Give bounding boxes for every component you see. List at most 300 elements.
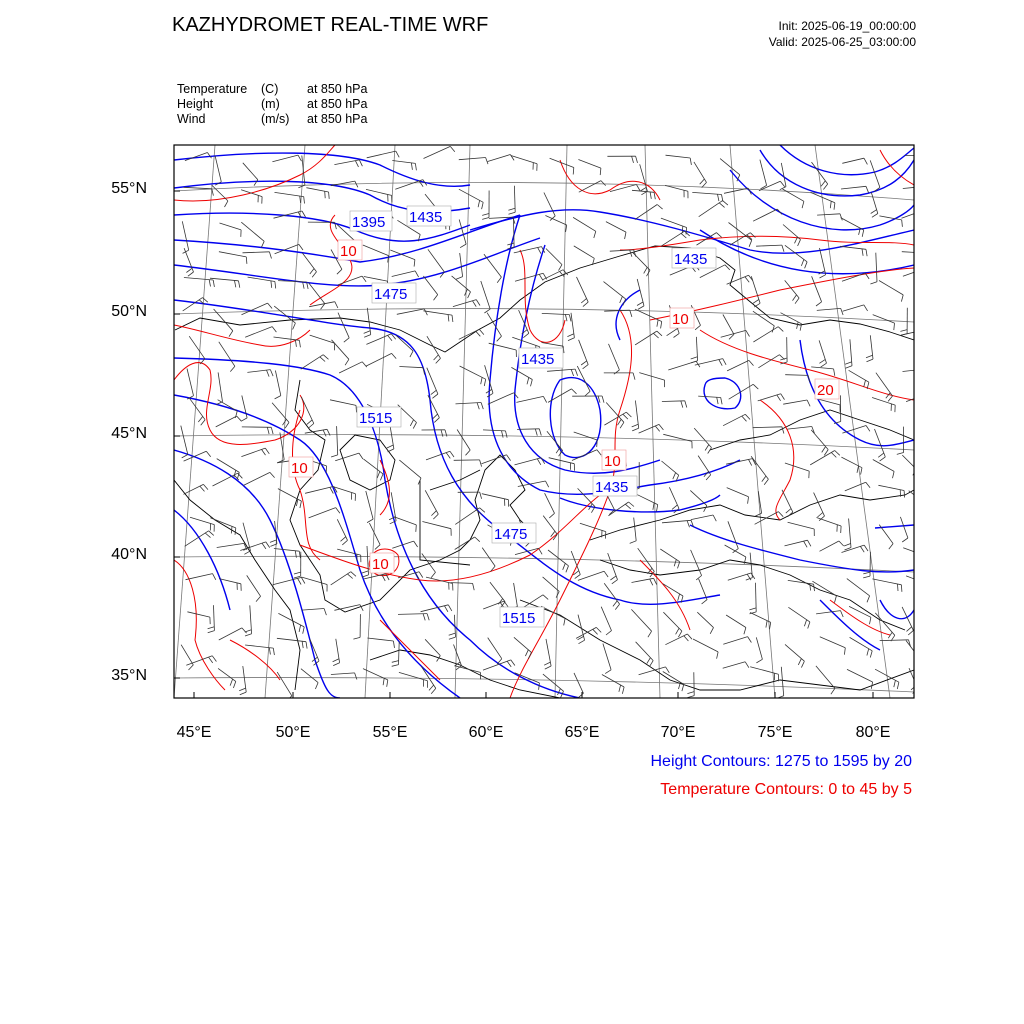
wind-barb bbox=[272, 155, 298, 162]
wind-barb-flag bbox=[749, 240, 752, 247]
wind-barb-flag bbox=[596, 627, 601, 632]
wind-barb-flag bbox=[632, 424, 639, 427]
wind-barb-flag bbox=[367, 519, 373, 523]
wind-barb-flag bbox=[362, 575, 369, 577]
wind-barb-flag bbox=[392, 353, 397, 358]
wind-barb bbox=[879, 281, 903, 295]
wind-barb-flag bbox=[209, 531, 214, 536]
wind-barb bbox=[512, 337, 539, 347]
wind-barb bbox=[455, 537, 475, 550]
wind-barb bbox=[578, 160, 601, 169]
wind-barb-flag bbox=[270, 540, 277, 543]
wind-barb-flag bbox=[650, 579, 653, 585]
height-label bbox=[500, 607, 544, 627]
wind-barb-flag bbox=[315, 683, 318, 689]
wind-barb-flag bbox=[672, 505, 677, 510]
wind-barb-flag bbox=[270, 370, 273, 377]
wind-barb-flag bbox=[230, 366, 235, 371]
wind-barb-flag bbox=[388, 449, 394, 452]
wind-barb-flag bbox=[206, 451, 210, 457]
wind-barb-flag bbox=[719, 203, 724, 208]
wind-barb-flag bbox=[482, 214, 489, 216]
wind-barb-flag bbox=[781, 394, 785, 400]
wind-barb-flag bbox=[619, 685, 621, 692]
wind-barb-flag bbox=[205, 533, 210, 538]
wind-barb-flag bbox=[700, 179, 705, 184]
wind-barb bbox=[723, 662, 746, 669]
wind-barb-flag bbox=[924, 555, 925, 562]
wind-barb-flag bbox=[878, 453, 884, 457]
wind-barb bbox=[603, 644, 611, 670]
wind-barb-flag bbox=[573, 168, 574, 175]
wind-barb-flag bbox=[543, 396, 546, 402]
wind-barb bbox=[730, 233, 750, 245]
wind-barb-flag bbox=[356, 405, 357, 412]
wind-barb bbox=[488, 155, 511, 162]
wind-barb-flag bbox=[507, 455, 511, 461]
wind-barb bbox=[302, 253, 316, 272]
wind-barb bbox=[662, 461, 679, 475]
wind-barb-flag bbox=[466, 450, 471, 455]
wind-barb-flag bbox=[353, 637, 360, 639]
wind-barb-flag bbox=[704, 506, 707, 512]
wind-barb-flag bbox=[209, 280, 210, 287]
wind-barb-flag bbox=[786, 509, 791, 514]
lat-label: 50°N bbox=[111, 303, 147, 320]
wind-barb bbox=[392, 271, 416, 277]
wind-barb bbox=[639, 373, 664, 381]
svg-text:10: 10 bbox=[372, 556, 389, 573]
wind-barb bbox=[301, 577, 327, 585]
wind-barb-flag bbox=[632, 428, 639, 431]
wind-barb bbox=[909, 491, 927, 504]
wind-barb-flag bbox=[908, 630, 913, 635]
wind-barb bbox=[609, 344, 620, 370]
wind-barb-flag bbox=[434, 418, 439, 423]
wind-barb-flag bbox=[304, 197, 305, 204]
wind-barb-flag bbox=[762, 476, 766, 482]
wind-barb bbox=[541, 606, 565, 618]
wind-barb bbox=[181, 645, 193, 665]
lat-label: 40°N bbox=[111, 546, 147, 563]
wind-barb-flag bbox=[615, 604, 619, 610]
wind-barb bbox=[395, 180, 423, 190]
wind-barb-flag bbox=[754, 303, 760, 307]
wind-barb-flag bbox=[431, 390, 437, 394]
wind-barb-flag bbox=[351, 572, 356, 577]
wind-barb-flag bbox=[690, 158, 691, 165]
wind-barb-flag bbox=[525, 650, 528, 656]
wind-barb-flag bbox=[510, 155, 514, 161]
wind-barb-flag bbox=[897, 682, 899, 689]
wind-barb bbox=[693, 639, 718, 652]
wind-barb-flag bbox=[901, 585, 902, 592]
temperature-legend: Temperature Contours: 0 to 45 by 5 bbox=[660, 781, 912, 798]
wind-barb-flag bbox=[537, 459, 541, 465]
wind-barb bbox=[451, 583, 473, 584]
wind-barb-flag bbox=[275, 396, 281, 399]
wind-barb-flag bbox=[864, 305, 868, 311]
wind-barb-flag bbox=[298, 155, 302, 161]
height-label bbox=[492, 523, 536, 543]
wind-barb-flag bbox=[657, 331, 662, 336]
wind-barb bbox=[663, 584, 683, 596]
wind-barb bbox=[574, 246, 595, 258]
wind-barb-flag bbox=[212, 189, 214, 196]
wind-barb-flag bbox=[600, 168, 601, 175]
wind-barb-flag bbox=[867, 649, 869, 656]
wind-barb bbox=[425, 639, 440, 655]
wind-barb-flag bbox=[630, 541, 637, 544]
wind-barb-flag bbox=[306, 642, 307, 649]
wind-barb-flag bbox=[867, 596, 870, 603]
wind-barb bbox=[455, 508, 479, 525]
wind-barb-flag bbox=[568, 338, 574, 341]
wind-barb-flag bbox=[364, 331, 371, 334]
wind-barb-flag bbox=[449, 633, 456, 635]
wind-barb bbox=[637, 279, 644, 306]
wind-barb-flag bbox=[630, 310, 632, 317]
wind-barb-flag bbox=[742, 416, 747, 421]
wind-barb bbox=[781, 667, 783, 696]
wind-barb-flag bbox=[780, 181, 784, 187]
wind-barb bbox=[783, 189, 804, 201]
wind-barb-flag bbox=[888, 396, 892, 401]
wind-barb bbox=[876, 253, 877, 282]
lon-label: 55°E bbox=[372, 724, 408, 741]
wind-barb-flag bbox=[427, 614, 429, 621]
wind-barb-flag bbox=[581, 298, 586, 303]
wind-barb bbox=[572, 450, 597, 461]
wind-barb bbox=[278, 489, 302, 502]
wind-barb bbox=[367, 308, 370, 335]
svg-text:1515: 1515 bbox=[359, 410, 393, 427]
wind-barb-flag bbox=[449, 637, 456, 639]
wind-barb bbox=[698, 456, 711, 475]
wind-barb-flag bbox=[835, 596, 837, 603]
wind-barb bbox=[330, 400, 356, 406]
wind-barb-flag bbox=[673, 473, 676, 479]
wind-barb-flag bbox=[388, 335, 392, 340]
wind-barb bbox=[902, 252, 930, 254]
wind-barb-flag bbox=[233, 681, 235, 688]
wind-barb bbox=[785, 540, 808, 546]
wind-barb-flag bbox=[684, 636, 689, 641]
wind-barb bbox=[579, 340, 589, 365]
wind-barb bbox=[574, 432, 598, 440]
wind-barb bbox=[277, 672, 292, 696]
wind-barb-flag bbox=[706, 475, 711, 480]
wind-barb-flag bbox=[441, 430, 443, 437]
wind-barb-flag bbox=[355, 673, 357, 680]
wind-barb bbox=[422, 554, 436, 573]
wind-barb-flag bbox=[581, 361, 587, 365]
wind-barb bbox=[845, 482, 866, 491]
wind-barb bbox=[601, 607, 611, 631]
lon-label: 45°E bbox=[176, 724, 212, 741]
wind-barb-flag bbox=[342, 540, 347, 545]
wind-barb-flag bbox=[900, 330, 907, 332]
wind-barb bbox=[483, 430, 506, 431]
wind-barb bbox=[423, 311, 452, 315]
wind-barb-flag bbox=[862, 249, 863, 256]
wind-barb bbox=[902, 210, 925, 219]
wind-barb bbox=[488, 638, 502, 659]
wind-barb-flag bbox=[613, 601, 617, 607]
wind-barb-flag bbox=[431, 688, 436, 693]
variable-row: Temperature (C) at 850 hPa bbox=[177, 82, 368, 96]
init-time: Init: 2025-06-19_00:00:00 bbox=[778, 19, 916, 33]
wind-barb bbox=[543, 516, 557, 535]
wind-barb-flag bbox=[208, 631, 215, 633]
wind-barb-flag bbox=[745, 277, 749, 283]
wind-barb-flag bbox=[298, 578, 302, 584]
wind-barb bbox=[454, 645, 462, 666]
wind-barb bbox=[305, 486, 334, 493]
wind-barb-flag bbox=[723, 359, 726, 365]
wind-barb-flag bbox=[549, 513, 554, 518]
wind-barb-flag bbox=[212, 656, 216, 662]
wind-barb-flag bbox=[907, 627, 912, 632]
wind-barb-flag bbox=[235, 280, 236, 287]
wind-barb-flag bbox=[265, 448, 269, 454]
temperature-label bbox=[338, 240, 362, 260]
wind-barb-flag bbox=[272, 327, 276, 333]
wind-barb-flag bbox=[231, 526, 232, 533]
wind-barb-flag bbox=[575, 575, 581, 579]
wind-barb-flag bbox=[864, 545, 868, 551]
wind-barb-flag bbox=[429, 685, 434, 690]
wind-barb bbox=[184, 484, 204, 494]
wind-barb-flag bbox=[674, 560, 676, 567]
wind-barb-flag bbox=[506, 431, 508, 438]
wind-barb-flag bbox=[644, 267, 648, 273]
wind-barb-flag bbox=[880, 457, 886, 461]
wind-barb bbox=[906, 393, 929, 402]
wind-barb-flag bbox=[841, 611, 844, 617]
svg-text:1475: 1475 bbox=[374, 286, 408, 303]
wind-barb-flag bbox=[312, 272, 316, 278]
wind-barb bbox=[331, 572, 351, 585]
wind-barb bbox=[727, 360, 749, 371]
wind-barb-flag bbox=[285, 422, 289, 428]
wind-barb-flag bbox=[336, 508, 340, 514]
wind-barb bbox=[367, 546, 369, 575]
wind-barb-flag bbox=[755, 513, 761, 516]
wind-barb bbox=[753, 209, 777, 221]
wind-barb-flag bbox=[345, 359, 349, 365]
wind-barb-flag bbox=[620, 422, 624, 428]
wind-barb bbox=[217, 543, 244, 547]
wind-barb bbox=[369, 523, 380, 545]
wind-barb-flag bbox=[355, 181, 358, 187]
wind-barb bbox=[364, 277, 388, 282]
wind-barb-flag bbox=[200, 486, 205, 491]
wind-barb-flag bbox=[795, 298, 799, 304]
wind-barb-flag bbox=[717, 652, 719, 659]
wind-barb-flag bbox=[902, 220, 903, 227]
wind-barb bbox=[548, 389, 572, 403]
wind-barb-flag bbox=[531, 380, 533, 387]
wind-barb-flag bbox=[804, 541, 808, 547]
wind-barb-flag bbox=[538, 247, 541, 253]
wind-barb-flag bbox=[602, 396, 604, 403]
wind-barb-flag bbox=[502, 431, 504, 438]
wind-barb bbox=[841, 457, 862, 468]
wind-barb bbox=[691, 515, 713, 520]
wind-barb-flag bbox=[805, 262, 808, 269]
wind-barb bbox=[720, 159, 740, 175]
wind-barb-flag bbox=[925, 210, 929, 216]
wind-barb-flag bbox=[870, 282, 877, 284]
wind-barb-flag bbox=[432, 394, 438, 398]
wind-barb bbox=[666, 155, 691, 158]
wind-barb bbox=[511, 367, 532, 379]
wind-barb-flag bbox=[702, 600, 708, 604]
wind-barb bbox=[751, 456, 768, 479]
wind-barb-flag bbox=[477, 403, 479, 410]
lat-label: 45°N bbox=[111, 425, 147, 442]
wind-barb bbox=[814, 493, 825, 516]
wind-barb bbox=[184, 278, 213, 281]
wind-barb bbox=[366, 491, 373, 519]
wind-barb bbox=[811, 367, 833, 369]
wind-barb-flag bbox=[888, 632, 892, 638]
wind-barb-flag bbox=[614, 370, 620, 374]
wind-barb-flag bbox=[866, 426, 870, 432]
wind-barb-flag bbox=[335, 302, 338, 308]
wind-barb-flag bbox=[387, 680, 388, 687]
wind-barb bbox=[547, 369, 575, 371]
wind-barb bbox=[783, 400, 807, 404]
wind-barb bbox=[398, 614, 427, 615]
wind-barb bbox=[820, 248, 826, 275]
wind-barb-flag bbox=[716, 233, 721, 238]
wind-barb-flag bbox=[894, 323, 895, 330]
wind-barb bbox=[699, 579, 708, 600]
wind-barb-flag bbox=[508, 208, 515, 210]
wind-barb bbox=[580, 523, 606, 531]
wind-barb bbox=[219, 252, 246, 257]
wind-barb-flag bbox=[931, 186, 934, 193]
wind-barb-flag bbox=[894, 680, 896, 687]
height-label bbox=[672, 248, 716, 268]
wind-barb-flag bbox=[578, 693, 583, 698]
wind-barb bbox=[635, 401, 638, 429]
wind-barb bbox=[870, 160, 880, 187]
wind-barb-flag bbox=[225, 201, 228, 207]
lon-label: 80°E bbox=[855, 724, 891, 741]
wind-barb-flag bbox=[262, 449, 266, 455]
wind-barb-flag bbox=[705, 445, 709, 451]
wind-barb bbox=[515, 458, 542, 465]
wind-barb-flag bbox=[294, 572, 301, 574]
wind-barb-flag bbox=[793, 295, 797, 301]
wind-barb-flag bbox=[523, 333, 529, 337]
svg-text:10: 10 bbox=[340, 243, 357, 260]
wind-barb bbox=[873, 460, 894, 472]
wind-barb bbox=[334, 487, 356, 494]
wind-barb-flag bbox=[448, 315, 449, 322]
wind-barb bbox=[750, 667, 778, 675]
wind-barb-flag bbox=[331, 455, 338, 457]
wind-barb-flag bbox=[323, 430, 326, 436]
wind-barb-flag bbox=[872, 214, 878, 218]
wind-barb-flag bbox=[637, 302, 643, 306]
wind-barb-flag bbox=[239, 281, 240, 288]
wind-barb-flag bbox=[481, 377, 482, 384]
svg-text:1435: 1435 bbox=[595, 479, 629, 496]
wind-barb-flag bbox=[237, 416, 242, 421]
wind-barb bbox=[880, 640, 909, 641]
wind-barb-flag bbox=[497, 277, 501, 283]
wind-barb bbox=[787, 427, 812, 430]
svg-text:1435: 1435 bbox=[409, 209, 443, 226]
wind-barb-flag bbox=[674, 333, 680, 337]
wind-barb-flag bbox=[563, 346, 564, 353]
wind-barb-flag bbox=[821, 181, 825, 187]
wind-barb-flag bbox=[392, 665, 399, 667]
wind-barb-flag bbox=[364, 335, 371, 338]
wind-barb-flag bbox=[723, 201, 728, 206]
wind-barb-flag bbox=[450, 451, 454, 457]
height-label bbox=[407, 206, 451, 226]
wind-barb bbox=[756, 245, 782, 246]
wind-barb-flag bbox=[476, 510, 481, 515]
wind-barb-flag bbox=[819, 359, 825, 363]
wind-barb bbox=[331, 181, 355, 186]
wind-barb-flag bbox=[299, 551, 300, 558]
wind-barb bbox=[723, 637, 747, 645]
wind-barb bbox=[423, 276, 437, 295]
wind-barb-flag bbox=[575, 369, 577, 376]
wind-barb-flag bbox=[269, 252, 271, 259]
wind-barb bbox=[482, 494, 509, 500]
temperature-label bbox=[815, 379, 839, 399]
wind-barb-flag bbox=[543, 595, 548, 600]
wind-barb bbox=[216, 416, 237, 427]
wind-barb bbox=[490, 582, 505, 602]
wind-barb bbox=[812, 276, 822, 302]
wind-barb bbox=[337, 426, 338, 455]
wind-barb bbox=[422, 522, 451, 529]
wind-barb-flag bbox=[839, 541, 844, 546]
wind-barb bbox=[636, 642, 654, 661]
wind-barb-flag bbox=[748, 497, 749, 504]
wind-barb-flag bbox=[254, 180, 258, 186]
wind-barb-flag bbox=[413, 423, 416, 429]
wind-barb-flag bbox=[245, 634, 252, 636]
wind-barb-flag bbox=[745, 414, 750, 419]
wind-barb bbox=[810, 451, 835, 465]
wind-barb-flag bbox=[301, 577, 305, 583]
wind-barb-flag bbox=[208, 627, 215, 629]
wind-barb-flag bbox=[414, 541, 418, 547]
wind-barb-flag bbox=[897, 453, 904, 455]
wind-barb bbox=[181, 426, 188, 455]
wind-barb-flag bbox=[556, 447, 560, 453]
wind-barb bbox=[543, 577, 560, 592]
wind-barb bbox=[545, 493, 555, 513]
wind-barb-flag bbox=[844, 544, 851, 547]
wind-barb-flag bbox=[822, 447, 826, 453]
wind-barb-flag bbox=[333, 659, 339, 662]
wind-barb-flag bbox=[801, 259, 804, 266]
wind-barb-flag bbox=[650, 192, 651, 199]
wind-barb-flag bbox=[870, 617, 871, 624]
wind-barb-flag bbox=[566, 225, 567, 232]
wind-barb bbox=[189, 336, 205, 359]
